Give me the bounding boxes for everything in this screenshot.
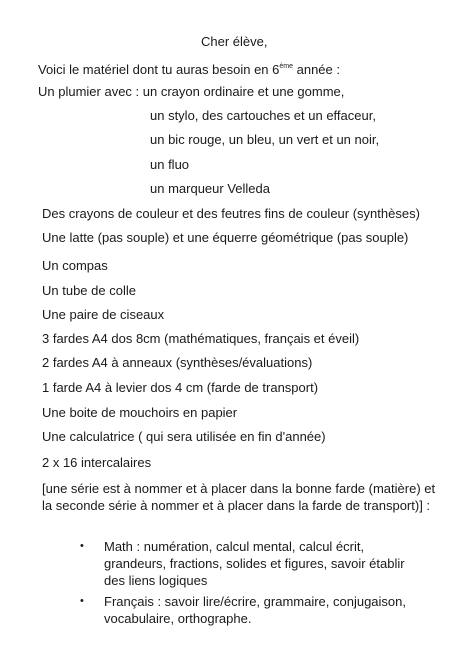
supply-item: Un tube de colle: [42, 283, 136, 298]
greeting: Cher élève,: [201, 34, 268, 49]
supply-item: 1 farde A4 à levier dos 4 cm (farde de transport): [42, 380, 319, 395]
bullet-icon: •: [80, 540, 84, 552]
supply-item: 2 fardes A4 à anneaux (synthèses/évaluations): [42, 355, 313, 370]
supply-item: Des crayons de couleur et des feutres fins de couleur (synthèses): [42, 206, 420, 221]
bullet-icon: •: [80, 595, 84, 607]
supply-item: Un compas: [42, 258, 108, 273]
intro-text: Voici le matériel dont tu auras besoin en 6: [38, 62, 280, 77]
bullet-text: Math : numération, calcul mental, calcul écrit, grandeurs, fractions, solides et figures, savoir établir des liens logiques: [104, 539, 405, 588]
supply-item: Une latte (pas souple) et une équerre géométrique (pas souple): [42, 230, 409, 245]
pencil-case-item: un stylo, des cartouches et un effaceur,: [150, 108, 376, 123]
intro-text-end: année :: [293, 62, 340, 77]
supply-item: 2 x 16 intercalaires: [42, 455, 152, 470]
supply-item: Une calculatrice ( qui sera utilisée en fin d'année): [42, 429, 326, 444]
pencil-case-item: un fluo: [150, 157, 190, 172]
pencil-case-item: un bic rouge, un bleu, un vert et un noir,: [150, 132, 380, 147]
pencil-case-item: un marqueur Velleda: [150, 181, 270, 196]
bullet-text: Français : savoir lire/écrire, grammaire, conjugaison, vocabulaire, orthographe.: [104, 594, 406, 626]
intro-sentence: [38, 59, 340, 78]
pencil-case-label: Un plumier avec : un crayon ordinaire et une gomme,: [38, 84, 345, 99]
pencil-case-item: un crayon ordinaire et une gomme,: [142, 84, 345, 99]
grade-superscript: ème: [279, 63, 293, 70]
supply-item: Une paire de ciseaux: [42, 307, 165, 322]
dividers-note: [une série est à nommer et à placer dans la bonne farde (matière) et la seconde série à nommer et à placer dans la farde de transport)] :: [42, 481, 436, 513]
supply-item: Une boite de mouchoirs en papier: [42, 405, 238, 420]
supply-item: 3 fardes A4 dos 8cm (mathématiques, français et éveil): [42, 331, 360, 346]
